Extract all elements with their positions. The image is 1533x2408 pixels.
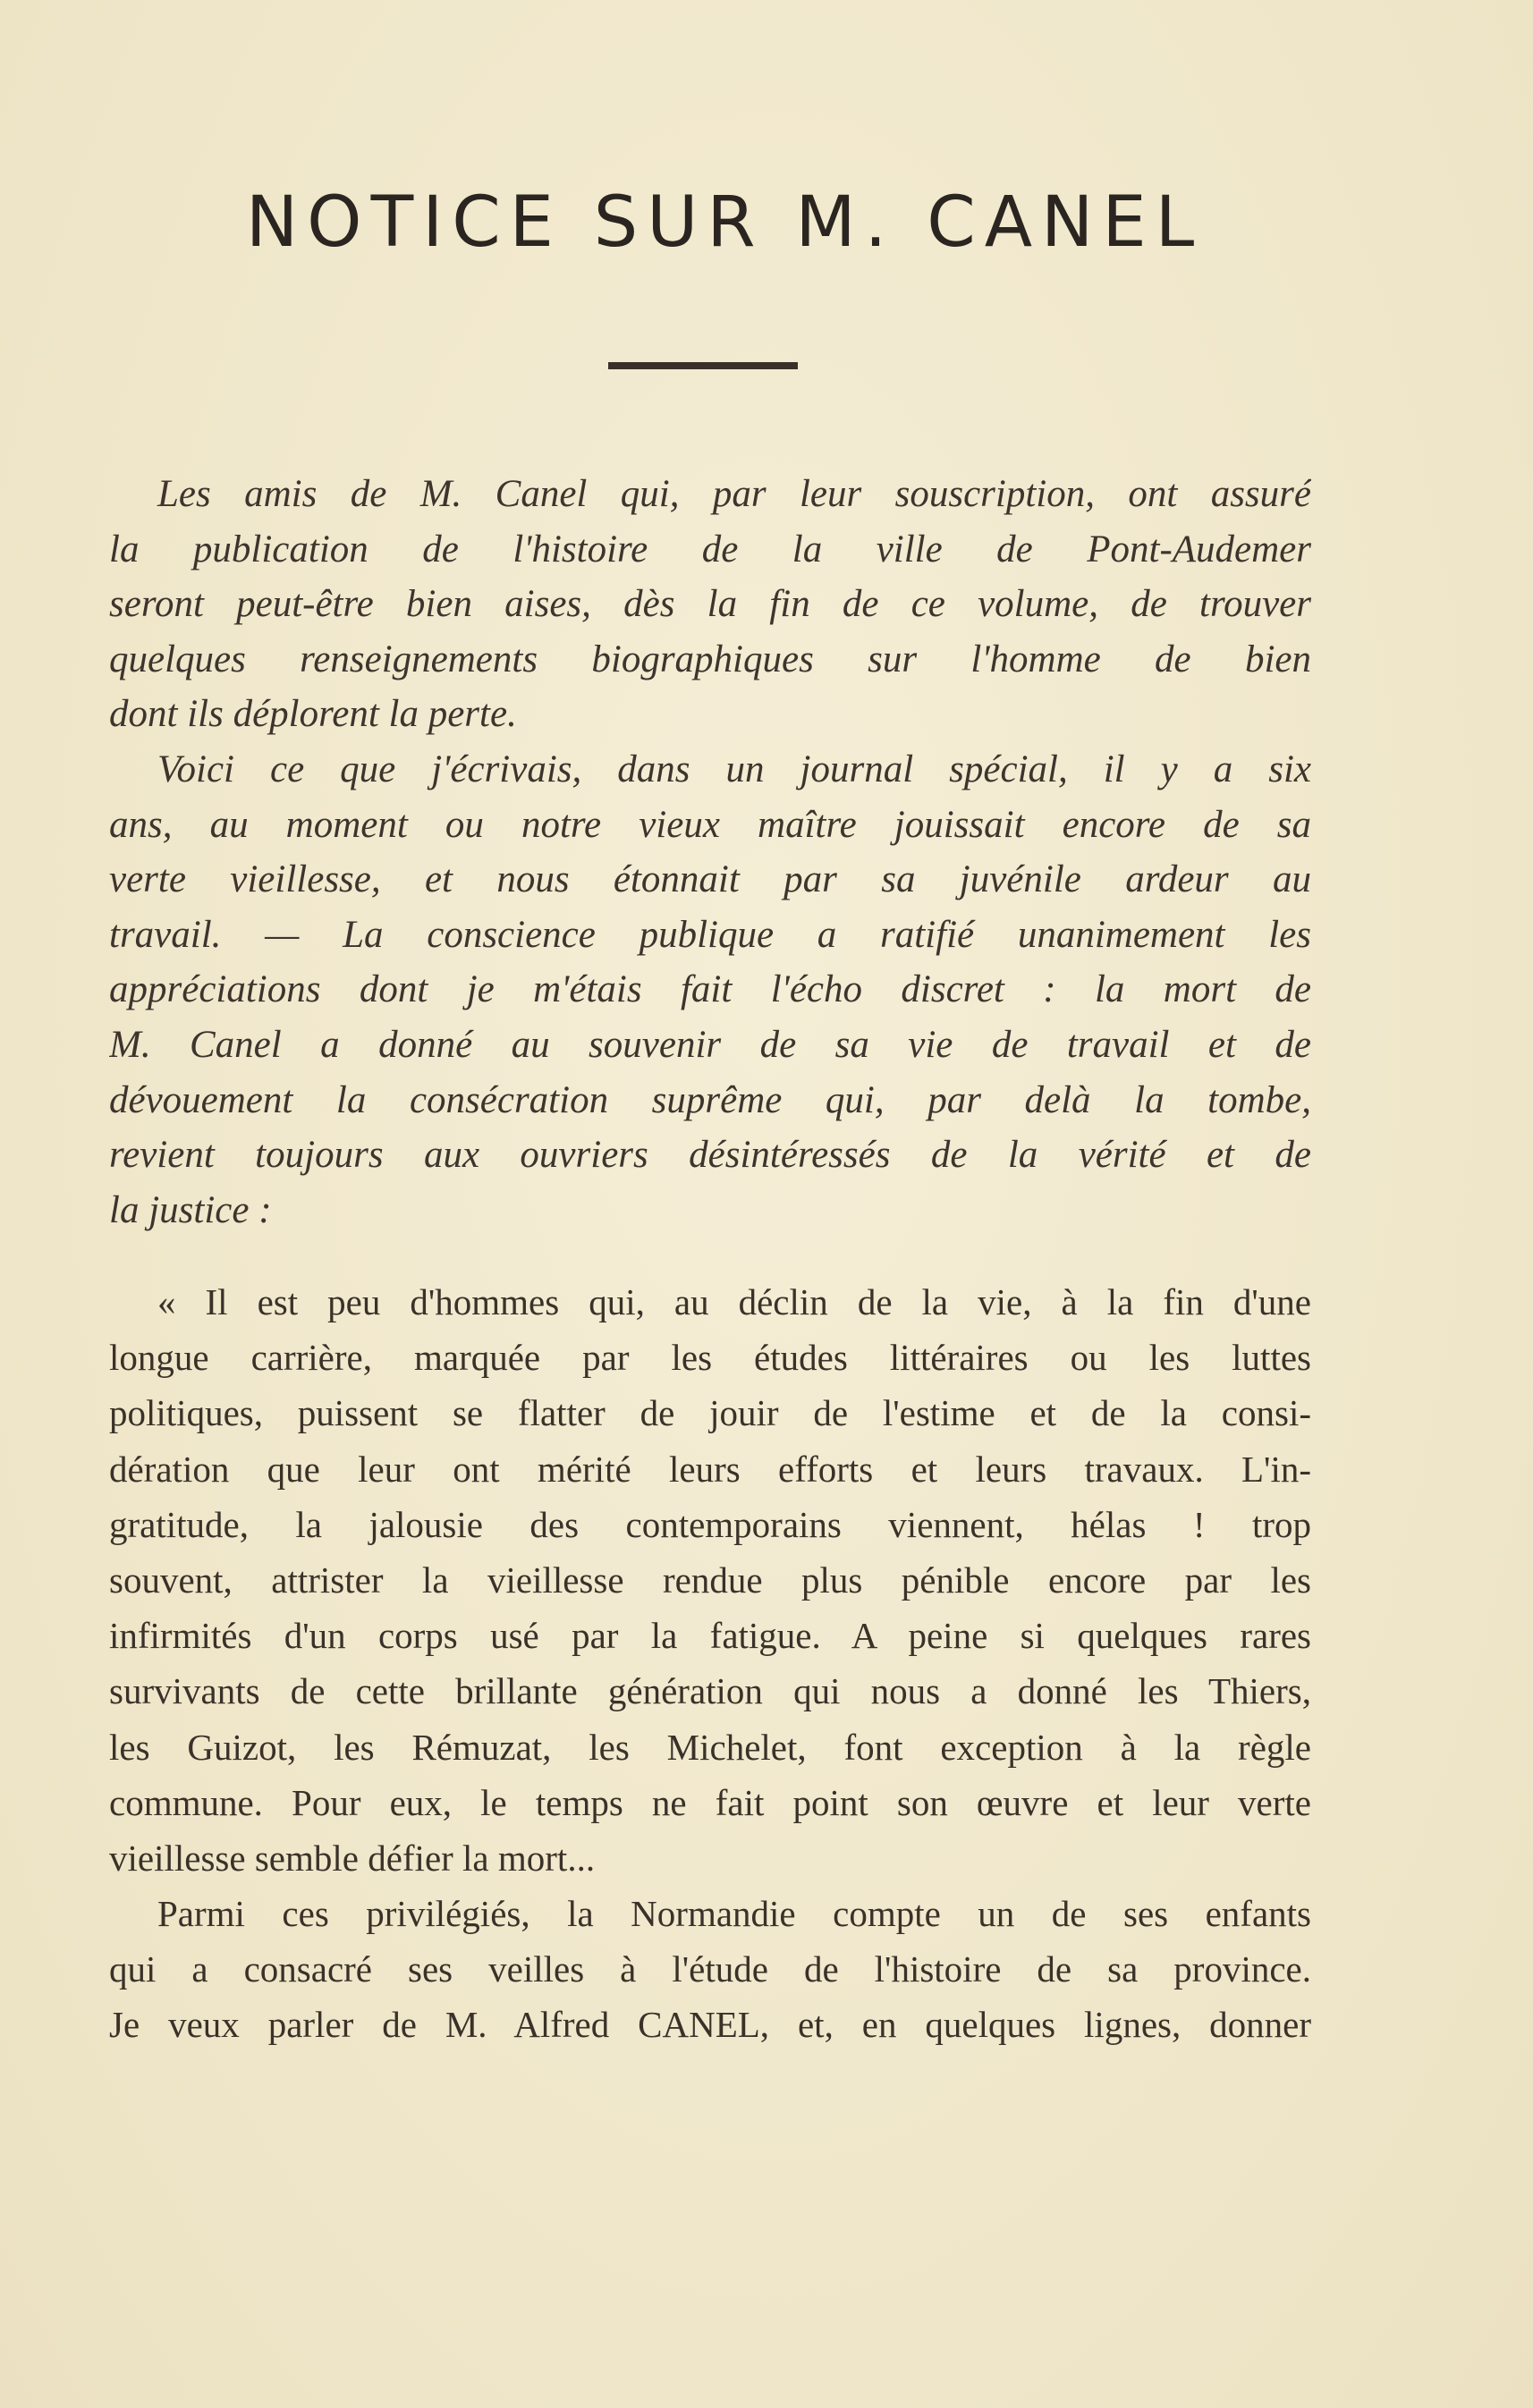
text-line: seront peut-être bien aises, dès la fin de ce volume, de trouver xyxy=(109,583,1311,626)
text-line: Les amis de M. Canel qui, par leur souscription, ont assuré xyxy=(157,473,1311,515)
text-line: souvent, attrister la vieillesse rendue plus pénible encore par les xyxy=(109,1559,1311,1601)
text-line: dévouement la consécration suprême qui, par delà la tombe, xyxy=(109,1078,1311,1121)
text-line: infirmités d'un corps usé par la fatigue. A peine si quelques rares xyxy=(109,1615,1311,1657)
text-line: M. Canel a donné au souvenir de sa vie de travail et de xyxy=(109,1023,1311,1066)
intro-italic-block xyxy=(109,467,1311,1238)
text-line: vieillesse semble défier la mort... xyxy=(109,1837,596,1879)
text-line: la publication de l'histoire de la ville de Pont-Audemer xyxy=(109,528,1311,570)
text-line: revient toujours aux ouvriers désintéressés de la vérité et de xyxy=(109,1134,1311,1177)
text-line: dération que leur ont mérité leurs efforts et leurs travaux. L'in- xyxy=(109,1448,1311,1490)
text-line: ans, au moment ou notre vieux maître jouissait encore de sa xyxy=(109,803,1311,846)
text-line: Parmi ces privilégiés, la Normandie compte un de ses enfants xyxy=(157,1893,1311,1935)
text-line: Je veux parler de M. Alfred CANEL, et, en quelques lignes, donner xyxy=(109,2004,1311,2046)
text-line: la justice : xyxy=(109,1188,272,1231)
text-line: quelques renseignements biographiques sur l'homme de bien xyxy=(109,638,1311,680)
text-line: appréciations dont je m'étais fait l'écho discret : la mort de xyxy=(109,968,1311,1011)
text-line: « Il est peu d'hommes qui, au déclin de la vie, à la fin d'une xyxy=(157,1281,1311,1322)
text-line: survivants de cette brillante génération qui nous a donné les Thiers, xyxy=(109,1670,1311,1712)
text-line: Voici ce que j'écrivais, dans un journal spécial, il y a six xyxy=(157,748,1311,790)
text-line: travail. — La conscience publique a ratifié unanimement les xyxy=(109,913,1311,956)
text-line: dont ils déplorent la perte. xyxy=(109,693,517,736)
text-line: gratitude, la jalousie des contemporains viennent, hélas ! trop xyxy=(109,1503,1311,1545)
page-title: NOTICE SUR M. CANEL xyxy=(245,182,1204,263)
text-line: verte vieillesse, et nous étonnait par sa juvénile ardeur au xyxy=(109,858,1311,901)
text-line: politiques, puissent se flatter de jouir de l'estime et de la consi- xyxy=(109,1392,1311,1434)
title-rule xyxy=(608,362,798,369)
quote-roman-block xyxy=(109,1274,1311,2053)
text-line: commune. Pour eux, le temps ne fait point son œuvre et leur verte xyxy=(109,1781,1311,1823)
text-line: qui a consacré ses veilles à l'étude de l'histoire de sa province. xyxy=(109,1948,1311,1990)
text-line: longue carrière, marquée par les études littéraires ou les luttes xyxy=(109,1337,1311,1379)
text-line: les Guizot, les Rémuzat, les Michelet, font exception à la règle xyxy=(109,1726,1311,1768)
